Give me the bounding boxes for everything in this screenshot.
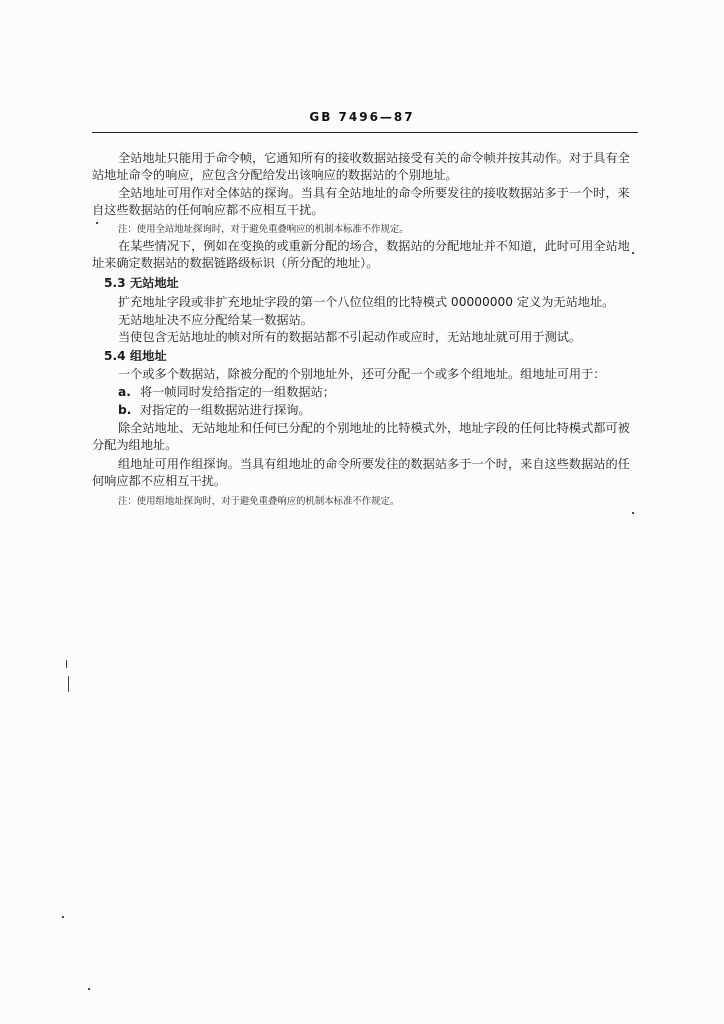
scan-dot [62, 916, 64, 918]
paragraph-line: 在某些情况下，例如在变换的或重新分配的场合，数据站的分配地址并不知道，此时可用全站地 [118, 239, 630, 253]
section-number: 5.3 [104, 276, 126, 290]
note: 注：使用组地址探询时，对于避免重叠响应的机制本标准不作规定。 [118, 496, 400, 507]
list-item-text: 对指定的一组数据站进行探询。 [140, 403, 311, 417]
scan-dot [96, 222, 98, 224]
section-title: 无站地址 [130, 276, 179, 290]
scan-dot [632, 512, 634, 514]
scan-mark [68, 676, 69, 692]
paragraph-line: 址来确定数据站的数据链路级标识（所分配的地址）。 [92, 256, 379, 270]
list-item-text: 将一帧同时发给指定的一组数据站； [140, 385, 335, 399]
paragraph-line: 全站地址只能用于命令帧，它通知所有的接收数据站接受有关的命令帧并按其动作。对于具有全 [118, 151, 630, 165]
paragraph-line: 组地址可用作组探询。当具有组地址的命令所要发往的数据站多于一个时，来自这些数据站的任 [118, 457, 630, 471]
list-item-b [118, 402, 311, 418]
note: 注：使用全站地址探询时，对于避免重叠响应的机制本标准不作规定。 [118, 224, 409, 235]
scan-mark [66, 660, 67, 668]
paragraph-line: 除全站地址、无站地址和任何已分配的个别地址的比特模式外，地址字段的任何比特模式都可被 [118, 421, 630, 435]
section-title: 组地址 [130, 349, 167, 363]
paragraph-line: 站地址命令的响应，应包含分配给发出该响应的数据站的个别地址。 [92, 168, 458, 182]
paragraph-line: 分配为组地址。 [92, 438, 178, 452]
section-heading-5-4 [104, 348, 167, 364]
list-item-label: a. [118, 385, 131, 399]
paragraph-line: 何响应都不应相互干扰。 [92, 474, 227, 488]
paragraph-line: 全站地址可用作对全体站的探询。当具有全站地址的命令所要发往的接收数据站多于一个时，来 [118, 186, 630, 200]
list-item-label: b. [118, 403, 132, 417]
paragraph-line: 一个或多个数据站，除被分配的个别地址外，还可分配一个或多个组地址。组地址可用于： [118, 367, 606, 381]
section-heading-5-3 [104, 275, 179, 291]
standard-header: GB 7496—87 [309, 110, 415, 124]
paragraph-line: 扩充地址字段或非扩充地址字段的第一个八位位组的比特模式 00000000 定义为无站地址。 [118, 295, 615, 309]
scan-dot [632, 252, 634, 254]
scan-dot [88, 988, 90, 990]
list-item-a [118, 384, 335, 400]
paragraph-line: 当使包含无站地址的帧对所有的数据站都不引起动作或应时，无站地址就可用于测试。 [118, 330, 582, 344]
section-number: 5.4 [104, 349, 126, 363]
header-rule [92, 132, 638, 133]
paragraph-line: 自这些数据站的任何响应都不应相互干扰。 [92, 203, 324, 217]
paragraph-line: 无站地址决不应分配给某一数据站。 [118, 313, 313, 327]
